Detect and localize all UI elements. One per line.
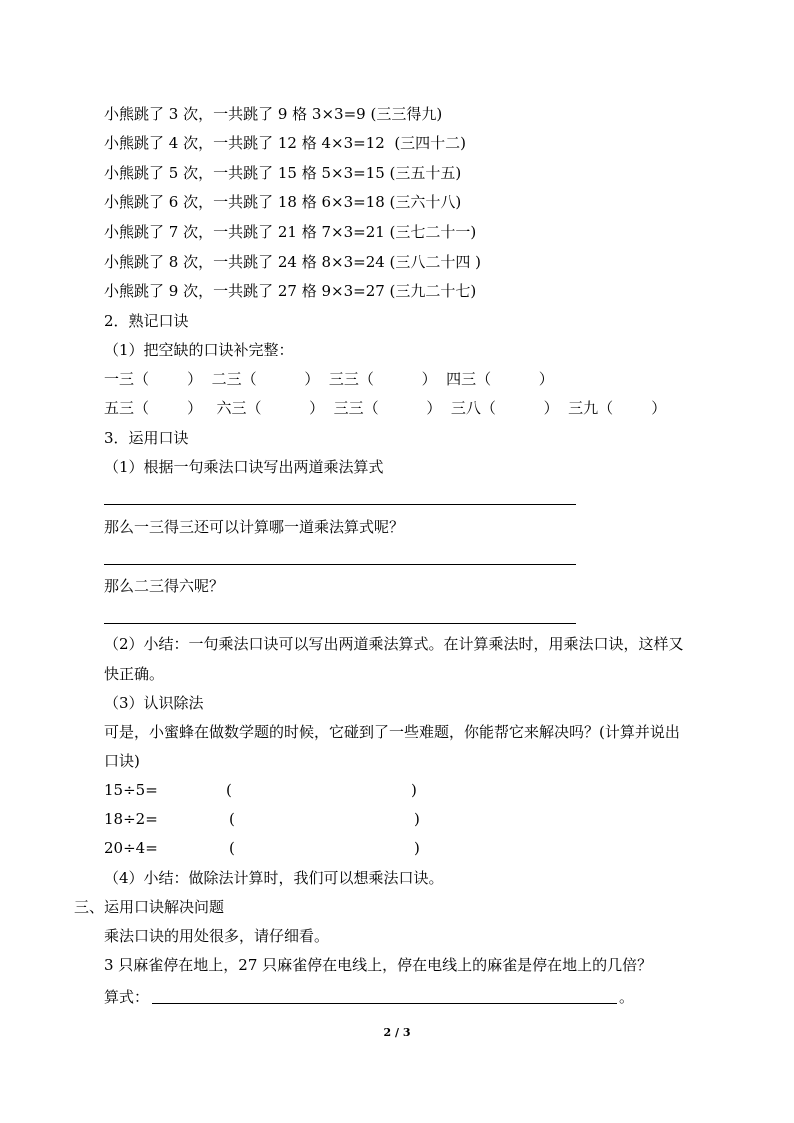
answer-paren-close: )	[414, 810, 420, 828]
text-line: 小熊跳了 4 次，一共跳了 12 格 4×3=12 (三四十二)	[104, 134, 467, 152]
division-problem: 18÷2=	[104, 810, 158, 828]
answer-paren-open: (	[229, 839, 235, 857]
answer-line	[104, 623, 576, 624]
page-number: 2 / 3	[383, 1026, 411, 1039]
formula-answer-line	[152, 1003, 617, 1004]
text-line: （1）把空缺的口诀补完整：	[104, 341, 294, 359]
text-line: 可是，小蜜蜂在做数学题的时候，它碰到了一些难题，你能帮它来解决吗？(计算并说出	[104, 723, 680, 741]
fill-blank-row: 五三（ ） 六三（ ） 三三（ ） 三八（ ） 三九（ ）	[104, 399, 667, 417]
section-heading: 2．熟记口诀	[104, 312, 189, 330]
text-line: 小熊跳了 8 次，一共跳了 24 格 8×3=24 (三八二十四 )	[104, 253, 482, 271]
text-line: 乘法口诀的用处很多，请仔细看。	[104, 927, 330, 945]
answer-paren-close: )	[411, 781, 417, 799]
answer-line	[104, 504, 576, 505]
text-line: 小熊跳了 7 次，一共跳了 21 格 7×3=21 (三七二十一)	[104, 223, 477, 241]
text-line: 3 只麻雀停在地上，27 只麻雀停在电线上，停在电线上的麻雀是停在地上的几倍？	[104, 956, 653, 974]
formula-label: 算式：	[104, 988, 150, 1006]
text-line: 小熊跳了 6 次，一共跳了 18 格 6×3=18 (三六十八)	[104, 193, 462, 211]
division-problem: 20÷4=	[104, 839, 158, 857]
answer-line	[104, 564, 576, 565]
text-line: 小熊跳了 3 次，一共跳了 9 格 3×3=9 (三三得九)	[104, 105, 443, 123]
answer-paren-close: )	[414, 839, 420, 857]
text-line: 小熊跳了 9 次，一共跳了 27 格 9×3=27 (三九二十七)	[104, 282, 477, 300]
fill-blank-row: 一三（ ） 二三（ ） 三三（ ） 四三（ ）	[104, 370, 554, 388]
section-heading: 三、运用口诀解决问题	[74, 898, 225, 916]
text-line: （2）小结：一句乘法口诀可以写出两道乘法算式。在计算乘法时，用乘法口诀，这样又	[104, 635, 684, 653]
text-line: （3）认识除法	[104, 694, 204, 712]
section-heading: 3．运用口诀	[104, 429, 189, 447]
text-line: 口诀)	[104, 752, 140, 770]
text-line: （4）小结：做除法计算时，我们可以想乘法口诀。	[104, 869, 444, 887]
text-line: （1）根据一句乘法口诀写出两道乘法算式	[104, 458, 384, 476]
text-line: 那么二三得六呢？	[104, 577, 225, 595]
text-line: 那么一三得三还可以计算哪一道乘法算式呢？	[104, 518, 405, 536]
answer-paren-open: (	[226, 781, 232, 799]
text-line: 小熊跳了 5 次，一共跳了 15 格 5×3=15 (三五十五)	[104, 164, 462, 182]
answer-paren-open: (	[229, 810, 235, 828]
text-line: 快正确。	[104, 665, 165, 683]
division-problem: 15÷5=	[104, 781, 158, 799]
formula-end: 。	[619, 988, 635, 1006]
